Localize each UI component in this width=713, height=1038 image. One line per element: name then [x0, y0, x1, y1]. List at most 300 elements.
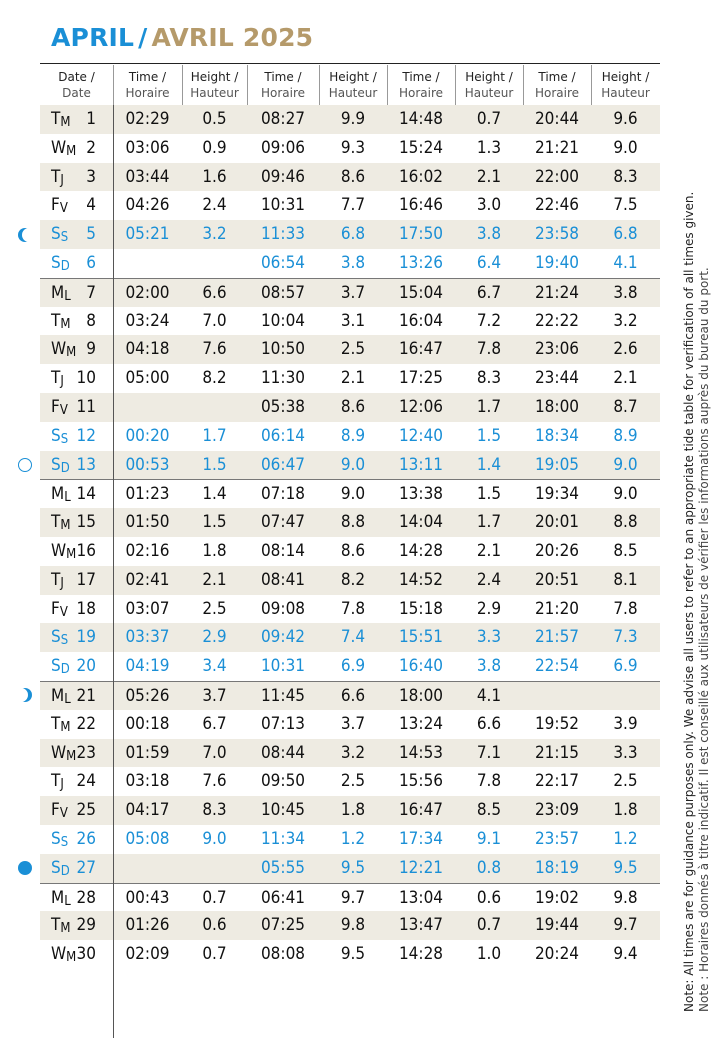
day-cell — [40, 854, 113, 883]
height-3-cell: 3.8 — [476, 224, 502, 245]
day-initial-en: M — [51, 282, 65, 303]
height-4-cell: 8.1 — [613, 569, 638, 590]
height-4-cell: 9.8 — [613, 887, 638, 908]
day-initial-en: M — [51, 887, 65, 908]
height-3-cell: 1.7 — [476, 397, 502, 417]
day-initial-en: T — [51, 713, 61, 734]
moon-new-icon — [18, 861, 32, 875]
time-3-cell: 13:26 — [398, 253, 444, 273]
height-3-cell: 0.8 — [476, 857, 502, 878]
time-3-cell: 13:47 — [398, 915, 444, 936]
table-row — [40, 710, 660, 739]
day-cell — [40, 739, 113, 768]
day-initial-fr: J — [60, 374, 64, 390]
time-2-cell: 10:50 — [260, 339, 306, 360]
time-1-cell: 04:26 — [125, 195, 170, 216]
height-2-cell: 6.9 — [340, 656, 366, 677]
time-3-cell: 16:47 — [398, 339, 444, 360]
height-1-cell: 0.7 — [202, 944, 227, 965]
height-2-cell: 9.0 — [340, 484, 366, 505]
time-1-cell: 03:06 — [125, 137, 170, 158]
day-initial-en: F — [51, 195, 60, 216]
time-4-cell: 19:52 — [534, 713, 580, 734]
header-date — [40, 64, 113, 105]
table-header — [40, 64, 660, 105]
day-initial-en: S — [51, 857, 61, 878]
day-number: 1 — [86, 109, 96, 129]
height-1-cell: 0.9 — [202, 137, 227, 158]
day-number: 10 — [76, 368, 96, 389]
time-3-cell: 18:00 — [398, 686, 444, 706]
day-initial-en: W — [51, 944, 67, 965]
table-row — [40, 278, 660, 307]
header-label-en: Date / — [58, 69, 95, 84]
header-divider — [113, 65, 114, 106]
table-row — [40, 307, 660, 336]
time-4-cell: 22:00 — [534, 166, 580, 187]
time-3-cell: 16:46 — [398, 195, 444, 216]
time-2-cell: 08:41 — [260, 569, 306, 590]
time-4-cell: 18:00 — [534, 397, 580, 417]
day-initial-en: M — [51, 484, 65, 505]
day-initial-en: T — [51, 368, 61, 389]
day-initial-en: M — [51, 686, 65, 706]
time-1-cell — [113, 393, 182, 422]
time-3-cell: 17:34 — [398, 829, 444, 849]
time-2-cell: 06:54 — [260, 253, 306, 273]
height-2-cell: 3.7 — [340, 713, 366, 734]
day-cell — [40, 652, 113, 681]
day-number: 2 — [86, 137, 96, 158]
moon-last-quarter-icon — [18, 688, 32, 702]
header-divider — [182, 65, 183, 106]
time-1-cell: 03:18 — [125, 771, 170, 792]
time-3-cell: 12:40 — [398, 425, 444, 446]
time-2-cell: 11:33 — [260, 224, 306, 245]
time-3-cell: 17:50 — [398, 224, 444, 245]
day-initial-en: F — [51, 598, 60, 619]
height-2-cell: 2.5 — [340, 339, 366, 360]
time-1-cell: 02:16 — [125, 541, 170, 561]
table-row — [40, 940, 660, 969]
disclaimer-note — [682, 132, 712, 1012]
day-number: 21 — [76, 686, 96, 706]
table-row — [40, 825, 660, 854]
day-initial-fr: S — [60, 431, 69, 447]
day-cell — [40, 682, 113, 711]
height-2-cell: 2.1 — [340, 368, 366, 389]
day-cell — [40, 422, 113, 451]
height-3-cell: 1.0 — [476, 944, 502, 965]
day-initial-en: S — [51, 656, 61, 677]
header-label-fr: Hauteur — [464, 85, 514, 100]
height-4-cell: 8.9 — [613, 425, 638, 446]
time-1-cell: 02:41 — [125, 569, 170, 590]
header-label-en: Time / — [538, 69, 576, 84]
header-height-3 — [455, 64, 523, 105]
height-4-cell: 1.2 — [613, 829, 638, 849]
height-3-cell: 9.1 — [476, 829, 502, 849]
height-3-cell: 3.8 — [476, 656, 502, 677]
day-cell — [40, 537, 113, 566]
height-1-cell: 7.6 — [202, 771, 227, 792]
time-4-cell: 22:22 — [534, 310, 580, 331]
table-row — [40, 335, 660, 364]
time-4-cell: 19:40 — [534, 253, 580, 273]
day-cell — [40, 480, 113, 509]
height-4-cell: 3.9 — [613, 713, 638, 734]
moon-first-quarter-icon — [18, 228, 32, 242]
height-4-cell: 9.6 — [613, 109, 638, 129]
time-1-cell — [113, 854, 182, 883]
time-1-cell: 05:08 — [125, 829, 170, 849]
height-4-cell: 9.0 — [613, 137, 638, 158]
day-cell — [40, 134, 113, 163]
header-divider — [455, 65, 456, 106]
time-4-cell: 23:09 — [534, 800, 580, 821]
table-row — [40, 767, 660, 796]
time-3-cell: 17:25 — [398, 368, 444, 389]
time-1-cell: 02:29 — [125, 109, 170, 129]
day-number: 3 — [86, 166, 96, 187]
time-1-cell: 01:23 — [125, 484, 170, 505]
day-initial-fr: J — [60, 575, 64, 591]
height-3-cell: 0.6 — [476, 887, 502, 908]
height-2-cell: 8.6 — [340, 541, 366, 561]
time-2-cell: 09:46 — [260, 166, 306, 187]
time-2-cell: 10:45 — [260, 800, 306, 821]
day-number: 9 — [86, 339, 96, 360]
day-initial-en: S — [51, 454, 61, 475]
height-2-cell: 9.5 — [340, 857, 366, 878]
day-initial-fr: D — [60, 460, 70, 476]
header-height-4 — [591, 64, 660, 105]
day-initial-fr: M — [66, 143, 77, 159]
title-french: AVRIL 2025 — [151, 23, 314, 52]
height-2-cell: 3.8 — [340, 253, 366, 273]
day-number: 28 — [76, 887, 96, 908]
height-3-cell: 2.1 — [476, 166, 502, 187]
day-initial-fr: M — [66, 547, 77, 562]
time-1-cell: 01:59 — [125, 742, 170, 763]
time-4-cell: 22:54 — [534, 656, 580, 677]
day-initial-fr: M — [66, 950, 77, 966]
height-4-cell: 3.2 — [613, 310, 638, 331]
time-3-cell: 14:52 — [398, 569, 444, 590]
time-3-cell: 13:11 — [398, 454, 444, 475]
time-4-cell: 21:20 — [534, 598, 580, 619]
day-number: 23 — [76, 742, 96, 763]
height-1-cell: 1.5 — [202, 512, 227, 533]
header-label-fr: Horaire — [398, 85, 444, 100]
height-3-cell: 3.0 — [476, 195, 502, 216]
time-2-cell: 06:41 — [260, 887, 306, 908]
height-1-cell: 3.4 — [202, 656, 227, 677]
height-4-cell: 9.7 — [613, 915, 638, 936]
height-4-cell: 6.8 — [613, 224, 638, 245]
height-1-cell: 1.7 — [202, 425, 227, 446]
height-2-cell: 9.9 — [340, 109, 366, 129]
header-label-fr: Horaire — [125, 85, 170, 100]
day-number: 13 — [76, 454, 96, 475]
day-cell — [40, 279, 113, 308]
time-2-cell: 08:08 — [260, 944, 306, 965]
height-3-cell: 2.4 — [476, 569, 502, 590]
day-number: 29 — [76, 915, 96, 936]
table-row — [40, 479, 660, 508]
header-time-1 — [113, 64, 182, 105]
time-2-cell: 09:08 — [260, 598, 306, 619]
day-number: 22 — [76, 713, 96, 734]
header-label-fr: Hauteur — [190, 85, 239, 100]
table-row — [40, 595, 660, 624]
header-label-en: Height / — [465, 69, 513, 84]
day-cell — [40, 105, 113, 134]
height-2-cell: 9.7 — [340, 887, 366, 908]
height-1-cell: 0.5 — [202, 109, 227, 129]
time-2-cell: 05:55 — [260, 857, 306, 878]
time-2-cell: 10:04 — [260, 310, 306, 331]
height-3-cell: 1.4 — [476, 454, 502, 475]
time-1-cell: 01:26 — [125, 915, 170, 936]
day-number: 11 — [76, 397, 96, 417]
time-4-cell: 23:58 — [534, 224, 580, 245]
moon-full-icon — [18, 458, 32, 472]
day-initial-fr: D — [60, 259, 70, 274]
header-divider — [591, 65, 592, 106]
height-4-cell: 2.1 — [613, 368, 638, 389]
time-2-cell: 11:30 — [260, 368, 306, 389]
height-1-cell: 1.5 — [202, 454, 227, 475]
height-3-cell: 3.3 — [476, 627, 502, 648]
day-initial-en: S — [51, 627, 61, 648]
time-4-cell: 20:51 — [534, 569, 580, 590]
time-4-cell: 18:19 — [534, 857, 580, 878]
day-initial-fr: V — [59, 604, 68, 620]
time-2-cell: 07:13 — [260, 713, 306, 734]
height-3-cell: 0.7 — [476, 109, 502, 129]
height-3-cell: 6.6 — [476, 713, 502, 734]
time-4-cell: 23:57 — [534, 829, 580, 849]
time-3-cell: 16:47 — [398, 800, 444, 821]
time-4-cell: 21:21 — [534, 137, 580, 158]
table-row — [40, 163, 660, 192]
height-4-cell: 7.3 — [613, 627, 638, 648]
day-number: 5 — [86, 224, 96, 245]
time-4-cell: 19:44 — [534, 915, 580, 936]
day-initial-fr: M — [60, 115, 71, 130]
height-2-cell: 1.2 — [340, 829, 366, 849]
time-2-cell: 06:47 — [260, 454, 306, 475]
day-letters — [51, 940, 76, 973]
height-2-cell: 8.6 — [340, 166, 366, 187]
table-row — [40, 537, 660, 566]
height-1-cell: 8.3 — [202, 800, 227, 821]
time-3-cell: 15:24 — [398, 137, 444, 158]
day-initial-en: T — [51, 310, 61, 331]
table-row — [40, 681, 660, 710]
time-4-cell: 19:34 — [534, 484, 580, 505]
time-3-cell: 14:28 — [398, 944, 444, 965]
table-row — [40, 105, 660, 134]
height-1-cell: 1.4 — [202, 484, 227, 505]
height-4-cell: 3.8 — [613, 282, 638, 303]
height-4-cell: 6.9 — [613, 656, 638, 677]
time-4-cell: 22:17 — [534, 771, 580, 792]
day-cell — [40, 911, 113, 940]
time-1-cell: 03:37 — [125, 627, 170, 648]
time-2-cell: 11:45 — [260, 686, 306, 706]
day-cell — [40, 335, 113, 364]
table-row — [40, 739, 660, 768]
time-1-cell: 03:24 — [125, 310, 170, 331]
day-number: 27 — [76, 857, 96, 878]
time-3-cell: 15:51 — [398, 627, 444, 648]
height-4-cell: 4.1 — [613, 253, 638, 273]
time-1-cell: 03:44 — [125, 166, 170, 187]
day-initial-en: T — [51, 771, 61, 792]
disclaimer-english: Note: All times are for guidance purposes only. We advise all users to refer to an appropriate tide table for verification of all times given. — [682, 191, 696, 1012]
day-initial-en: S — [51, 425, 61, 446]
height-4-cell: 2.6 — [613, 339, 638, 360]
day-initial-en: S — [51, 224, 61, 245]
height-3-cell: 8.5 — [476, 800, 502, 821]
header-label-fr: Hauteur — [601, 85, 650, 100]
height-3-cell: 1.5 — [476, 484, 502, 505]
table-row — [40, 911, 660, 940]
height-2-cell: 3.1 — [340, 310, 366, 331]
day-initial-fr: S — [60, 230, 69, 246]
height-4-cell: 8.7 — [613, 397, 638, 417]
header-label-fr: Horaire — [534, 85, 580, 100]
day-initial-en: T — [51, 109, 61, 129]
time-3-cell: 15:18 — [398, 598, 444, 619]
day-initial-fr: V — [59, 201, 68, 217]
time-4-cell: 23:06 — [534, 339, 580, 360]
time-4-cell: 20:24 — [534, 944, 580, 965]
time-2-cell: 09:50 — [260, 771, 306, 792]
day-initial-fr: D — [60, 863, 70, 879]
height-3-cell: 7.8 — [476, 771, 502, 792]
height-1-cell: 3.2 — [202, 224, 227, 245]
time-2-cell: 07:25 — [260, 915, 306, 936]
height-3-cell: 6.4 — [476, 253, 502, 273]
time-1-cell: 05:00 — [125, 368, 170, 389]
header-label-en: Time / — [402, 69, 440, 84]
time-2-cell: 09:42 — [260, 627, 306, 648]
day-initial-fr: M — [60, 719, 71, 735]
height-1-cell — [182, 249, 247, 278]
height-3-cell: 6.7 — [476, 282, 502, 303]
day-initial-fr: M — [60, 316, 71, 332]
time-1-cell: 05:21 — [125, 224, 170, 245]
height-3-cell: 1.3 — [476, 137, 502, 158]
header-divider — [319, 65, 320, 106]
day-initial-en: W — [51, 339, 67, 360]
time-4-cell: 23:44 — [534, 368, 580, 389]
height-1-cell: 2.4 — [202, 195, 227, 216]
height-4-cell: 9.4 — [613, 944, 638, 965]
height-2-cell: 8.9 — [340, 425, 366, 446]
time-1-cell: 04:19 — [125, 656, 170, 677]
day-initial-en: W — [51, 137, 67, 158]
day-initial-fr: S — [60, 633, 69, 649]
time-2-cell: 08:57 — [260, 282, 306, 303]
header-label-en: Height / — [329, 69, 377, 84]
day-initial-en: T — [51, 512, 61, 533]
time-3-cell: 16:02 — [398, 166, 444, 187]
table-row — [40, 508, 660, 537]
table-row — [40, 451, 660, 480]
height-2-cell: 2.5 — [340, 771, 366, 792]
header-time-4 — [523, 64, 591, 105]
time-3-cell: 12:06 — [398, 397, 444, 417]
height-3-cell: 7.2 — [476, 310, 502, 331]
day-cell — [40, 767, 113, 796]
height-1-cell: 1.6 — [202, 166, 227, 187]
day-cell — [40, 623, 113, 652]
time-1-cell: 00:43 — [125, 887, 170, 908]
time-4-cell: 19:05 — [534, 454, 580, 475]
day-number: 8 — [86, 310, 96, 331]
day-initial-fr: L — [64, 490, 71, 506]
time-2-cell: 06:14 — [260, 425, 306, 446]
day-cell — [40, 508, 113, 537]
height-2-cell: 7.7 — [340, 195, 366, 216]
time-1-cell: 03:07 — [125, 598, 170, 619]
day-initial-fr: M — [60, 518, 71, 534]
height-1-cell: 7.0 — [202, 742, 227, 763]
time-4-cell: 21:57 — [534, 627, 580, 648]
disclaimer-french: Note : Horaires donnés à titre indicatif. Il est conseillé aux utilisateurs de vérifier les informations auprès du bureau du port. — [697, 267, 711, 1012]
height-3-cell: 0.7 — [476, 915, 502, 936]
day-initial-en: S — [51, 253, 61, 273]
header-label-fr: Horaire — [260, 85, 306, 100]
time-2-cell: 09:06 — [260, 137, 306, 158]
day-number: 24 — [76, 771, 96, 792]
day-cell — [40, 595, 113, 624]
table-row — [40, 652, 660, 681]
time-2-cell: 08:44 — [260, 742, 306, 763]
height-3-cell: 2.1 — [476, 541, 502, 561]
day-initial-fr: M — [66, 748, 77, 764]
day-number: 30 — [76, 944, 96, 965]
height-4-cell: 3.3 — [613, 742, 638, 763]
height-4-cell: 8.8 — [613, 512, 638, 533]
header-label-en: Height / — [601, 69, 650, 84]
time-3-cell: 15:56 — [398, 771, 444, 792]
day-cell — [40, 163, 113, 192]
time-3-cell: 15:04 — [398, 282, 444, 303]
day-cell — [40, 220, 113, 249]
time-4-cell: 21:15 — [534, 742, 580, 763]
day-initial-fr: L — [64, 692, 71, 707]
header-height-1 — [182, 64, 247, 105]
time-2-cell: 07:47 — [260, 512, 306, 533]
height-4-cell: 8.5 — [613, 541, 638, 561]
height-4-cell: 7.8 — [613, 598, 638, 619]
day-number: 12 — [76, 425, 96, 446]
day-cell — [40, 796, 113, 825]
height-2-cell: 8.2 — [340, 569, 366, 590]
header-label-en: Time / — [128, 69, 167, 84]
table-row — [40, 364, 660, 393]
height-4-cell: 9.5 — [613, 857, 638, 878]
table-row — [40, 623, 660, 652]
day-initial-en: F — [51, 800, 60, 821]
height-2-cell: 9.3 — [340, 137, 366, 158]
time-3-cell: 14:04 — [398, 512, 444, 533]
